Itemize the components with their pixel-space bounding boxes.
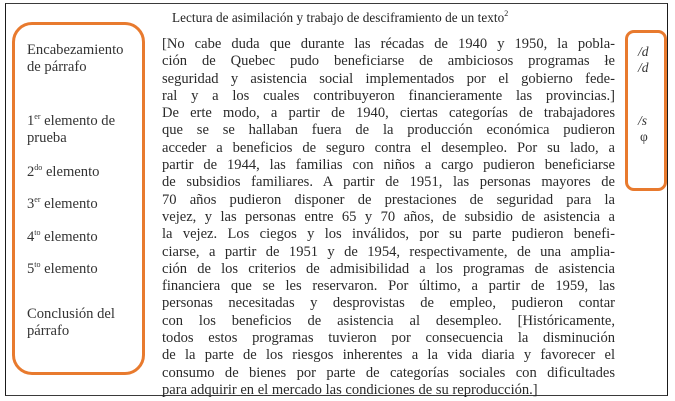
annotation-text: elemento — [42, 164, 100, 180]
annotation-line: prueba — [27, 130, 67, 146]
ordinal-number: 1 — [27, 113, 35, 129]
ordinal-suffix: do — [34, 163, 43, 172]
annotation-text: elemento de — [40, 113, 116, 129]
title-text: Lectura de asimilación y trabajo de desciframiento de un texto — [172, 10, 505, 25]
annotation-line: de párrafo — [27, 59, 87, 75]
annotation-paragraph-heading — [27, 42, 123, 76]
text-line: financiera que se les reservaron. Por último, a partir de 1959, las — [162, 278, 615, 295]
text-line: vejez, y las personas entre 65 y 70 años, de subsidio de asistencia a — [162, 208, 615, 225]
text-line: De erte modo, a partir de 1940, ciertas categorías de trabajadores — [162, 105, 615, 122]
text-line: [No cabe duda que durante las récadas de 1940 y 1950, la pobla- — [162, 36, 615, 52]
annotation-line: Encabezamiento — [27, 42, 124, 58]
margin-mark-substitute: /s — [638, 113, 648, 128]
margin-mark-phi: φ — [640, 129, 648, 144]
annotation-text: elemento — [40, 261, 98, 277]
ordinal-suffix: er — [34, 112, 41, 121]
text-line: acceder a beneficios de seguro contra el desempleo. Por su lado, a — [162, 139, 615, 156]
text-line: para adquirir en el mercado las condiciones de su reproducción.] — [162, 381, 538, 398]
ordinal-number: 2 — [27, 164, 35, 180]
text-line: 70 años pudieron disponer de prestaciones de seguridad para la — [162, 191, 615, 208]
text-line: ral y a los cuales contribuyeron financieramente las provincias.] — [162, 87, 615, 104]
annotation-text: elemento — [40, 196, 98, 212]
text-line: que se se hallaban fuera de la producción económica pudieron — [162, 122, 615, 139]
text-line: de la parte de los riesgos inherentes a la vida diaria y favorecer el — [162, 347, 615, 364]
ordinal-number: 3 — [27, 196, 35, 212]
body-paragraph — [162, 36, 615, 399]
text-line: de subsidios familiares. A partir de 1951, las personas mayores de — [162, 174, 615, 191]
annotation-text: elemento — [40, 229, 98, 245]
annotation-paragraph-conclusion — [27, 306, 115, 340]
title-footnote-marker: 2 — [504, 9, 509, 18]
annotation-element-3 — [27, 191, 98, 213]
text-line: todos estos programas tuvieron por consecuencia la disminución — [162, 330, 615, 347]
annotation-element-2 — [27, 159, 99, 181]
margin-mark-delete: /d — [638, 44, 649, 59]
annotation-evidence-1 — [27, 108, 115, 147]
text-line: partir de 1944, las familias con niños a cargo pudieron beneficiarse — [162, 157, 615, 174]
text-line: consumo de bienes por parte de categorías sociales con dificultades — [162, 364, 615, 381]
ordinal-number: 5 — [27, 261, 35, 277]
ordinal-number: 4 — [27, 229, 35, 245]
text-line: la vejez. Los ciegos y los inválidos, por su parte pudieron benefi- — [162, 226, 615, 243]
annotation-line: párrafo — [27, 323, 70, 339]
text-line: ción de Quebec pudo beneficiarse de ambiciosos programas łe — [162, 53, 615, 70]
margin-mark-delete: /d — [638, 60, 649, 75]
annotation-line — [27, 108, 115, 130]
text-line: personas necesitadas y desprovistas de empleo, pudieron contar — [162, 295, 615, 312]
ordinal-suffix: to — [34, 260, 41, 269]
text-line: ciarse, a partir de 1951 y de 1954, respectivamente, de una amplia- — [162, 243, 615, 260]
ordinal-suffix: er — [34, 195, 41, 204]
annotation-element-5 — [27, 256, 98, 278]
annotation-element-4 — [27, 224, 98, 246]
ordinal-suffix: to — [34, 228, 41, 237]
text-line: con los beneficios de asistencia al desempleo. [Históricamente, — [162, 312, 615, 329]
annotation-line: Conclusión del — [27, 306, 115, 322]
text-line: seguridad y asistencia social implementados por el gobierno fede- — [162, 70, 615, 87]
document-title — [172, 9, 508, 26]
text-line: ción de los criterios de admisibilidad a los programas de asistencia — [162, 260, 615, 277]
